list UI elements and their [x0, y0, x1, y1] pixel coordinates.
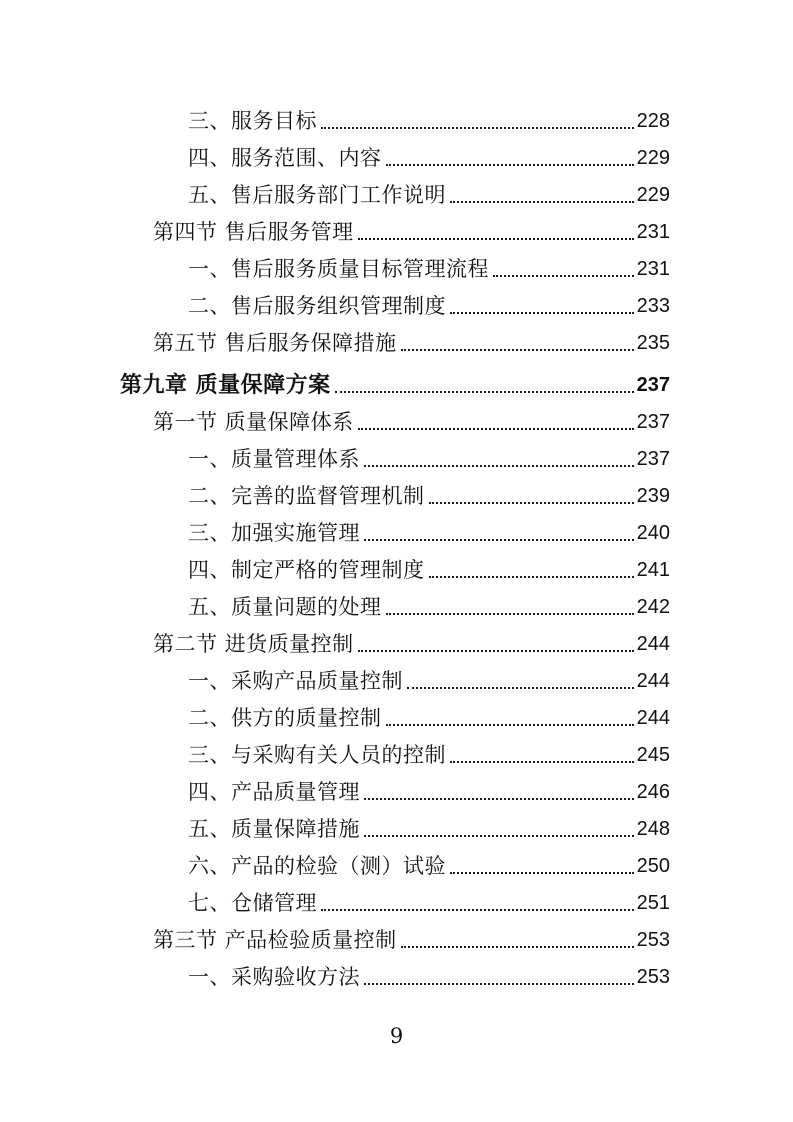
toc-entry-label: 二、供方的质量控制 [188, 706, 382, 730]
toc-dot-leader [450, 312, 634, 314]
toc-entry[interactable] [120, 248, 670, 285]
toc-entry[interactable] [120, 137, 670, 174]
toc-entry[interactable] [120, 285, 670, 322]
toc-entry-label: 第二节 进货质量控制 [153, 632, 354, 656]
toc-entry-label: 三、与采购有关人员的控制 [188, 743, 446, 767]
toc-entry[interactable] [120, 808, 670, 845]
toc-dot-leader [450, 872, 634, 874]
toc-entry-page: 248 [636, 818, 670, 840]
toc-list [120, 100, 670, 993]
toc-entry[interactable] [120, 475, 670, 512]
toc-entry[interactable] [120, 211, 670, 248]
toc-entry-page: 239 [636, 485, 670, 507]
toc-entry[interactable] [120, 586, 670, 623]
toc-entry[interactable] [120, 734, 670, 771]
toc-entry-label: 四、产品质量管理 [188, 780, 360, 804]
toc-dot-leader [450, 761, 634, 763]
toc-entry-page: 251 [636, 892, 670, 914]
toc-entry[interactable] [120, 956, 670, 993]
toc-entry[interactable] [120, 623, 670, 660]
toc-entry[interactable] [120, 882, 670, 919]
toc-entry-label: 第一节 质量保障体系 [153, 410, 354, 434]
toc-entry-label: 二、售后服务组织管理制度 [188, 294, 446, 318]
toc-entry-page: 240 [636, 522, 670, 544]
toc-entry-page: 233 [636, 295, 670, 317]
toc-entry[interactable] [120, 919, 670, 956]
toc-dot-leader [364, 835, 634, 837]
toc-dot-leader [364, 798, 634, 800]
toc-dot-leader [358, 650, 634, 652]
toc-entry-page: 237 [636, 411, 670, 433]
toc-entry[interactable] [120, 512, 670, 549]
toc-entry[interactable] [120, 438, 670, 475]
toc-entry-label: 四、服务范围、内容 [188, 146, 382, 170]
toc-entry-page: 237 [636, 448, 670, 470]
toc-entry[interactable] [120, 660, 670, 697]
footer-page-number: 9 [389, 1024, 404, 1048]
toc-dot-leader [321, 909, 634, 911]
toc-dot-leader [407, 687, 634, 689]
toc-entry-page: 235 [636, 332, 670, 354]
toc-entry-label: 第四节 售后服务管理 [153, 220, 354, 244]
toc-entry-page: 244 [636, 707, 670, 729]
toc-entry[interactable] [120, 401, 670, 438]
toc-entry-label: 三、服务目标 [188, 109, 317, 133]
toc-entry[interactable] [120, 364, 670, 401]
toc-entry-label: 七、仓储管理 [188, 891, 317, 915]
toc-dot-leader [429, 576, 634, 578]
toc-dot-leader [386, 724, 634, 726]
toc-entry-label: 四、制定严格的管理制度 [188, 558, 425, 582]
toc-entry-label: 五、质量保障措施 [188, 817, 360, 841]
toc-entry-label: 一、售后服务质量目标管理流程 [188, 257, 489, 281]
toc-entry-page: 244 [636, 670, 670, 692]
toc-dot-leader [401, 946, 634, 948]
toc-entry[interactable] [120, 100, 670, 137]
toc-dot-leader [450, 201, 634, 203]
toc-dot-leader [401, 349, 634, 351]
toc-dot-leader [358, 428, 634, 430]
toc-entry-label: 一、质量管理体系 [188, 447, 360, 471]
toc-dot-leader [493, 275, 634, 277]
toc-dot-leader [335, 391, 634, 393]
toc-entry-label: 第三节 产品检验质量控制 [153, 928, 397, 952]
toc-entry-label: 一、采购验收方法 [188, 965, 360, 989]
toc-dot-leader [321, 127, 634, 129]
toc-entry-page: 231 [636, 221, 670, 243]
toc-entry-page: 241 [636, 559, 670, 581]
toc-dot-leader [364, 983, 634, 985]
toc-dot-leader [386, 613, 634, 615]
toc-dot-leader [358, 238, 634, 240]
toc-entry-page: 245 [636, 744, 670, 766]
toc-entry-label: 二、完善的监督管理机制 [188, 484, 425, 508]
toc-entry-page: 253 [636, 966, 670, 988]
toc-entry[interactable] [120, 771, 670, 808]
toc-entry[interactable] [120, 174, 670, 211]
toc-dot-leader [429, 502, 634, 504]
toc-entry-label: 第五节 售后服务保障措施 [153, 331, 397, 355]
toc-entry-page: 246 [636, 781, 670, 803]
toc-entry-label: 三、加强实施管理 [188, 521, 360, 545]
toc-entry[interactable] [120, 549, 670, 586]
toc-dot-leader [364, 465, 634, 467]
toc-entry[interactable] [120, 697, 670, 734]
toc-entry-page: 228 [636, 110, 670, 132]
toc-entry-label: 六、产品的检验（测）试验 [188, 854, 446, 878]
toc-entry-page: 244 [636, 633, 670, 655]
toc-entry-page: 250 [636, 855, 670, 877]
toc-entry[interactable] [120, 845, 670, 882]
toc-entry-label: 五、质量问题的处理 [188, 595, 382, 619]
toc-dot-leader [386, 164, 634, 166]
toc-entry-page: 229 [636, 147, 670, 169]
toc-entry-label: 五、售后服务部门工作说明 [188, 183, 446, 207]
toc-entry-page: 229 [636, 184, 670, 206]
toc-entry-page: 242 [636, 596, 670, 618]
toc-entry-label: 一、采购产品质量控制 [188, 669, 403, 693]
toc-dot-leader [364, 539, 634, 541]
toc-entry-page: 253 [636, 929, 670, 951]
toc-entry-label: 第九章 质量保障方案 [120, 372, 331, 398]
toc-entry[interactable] [120, 322, 670, 359]
toc-entry-page: 237 [636, 374, 670, 396]
toc-entry-page: 231 [636, 258, 670, 280]
